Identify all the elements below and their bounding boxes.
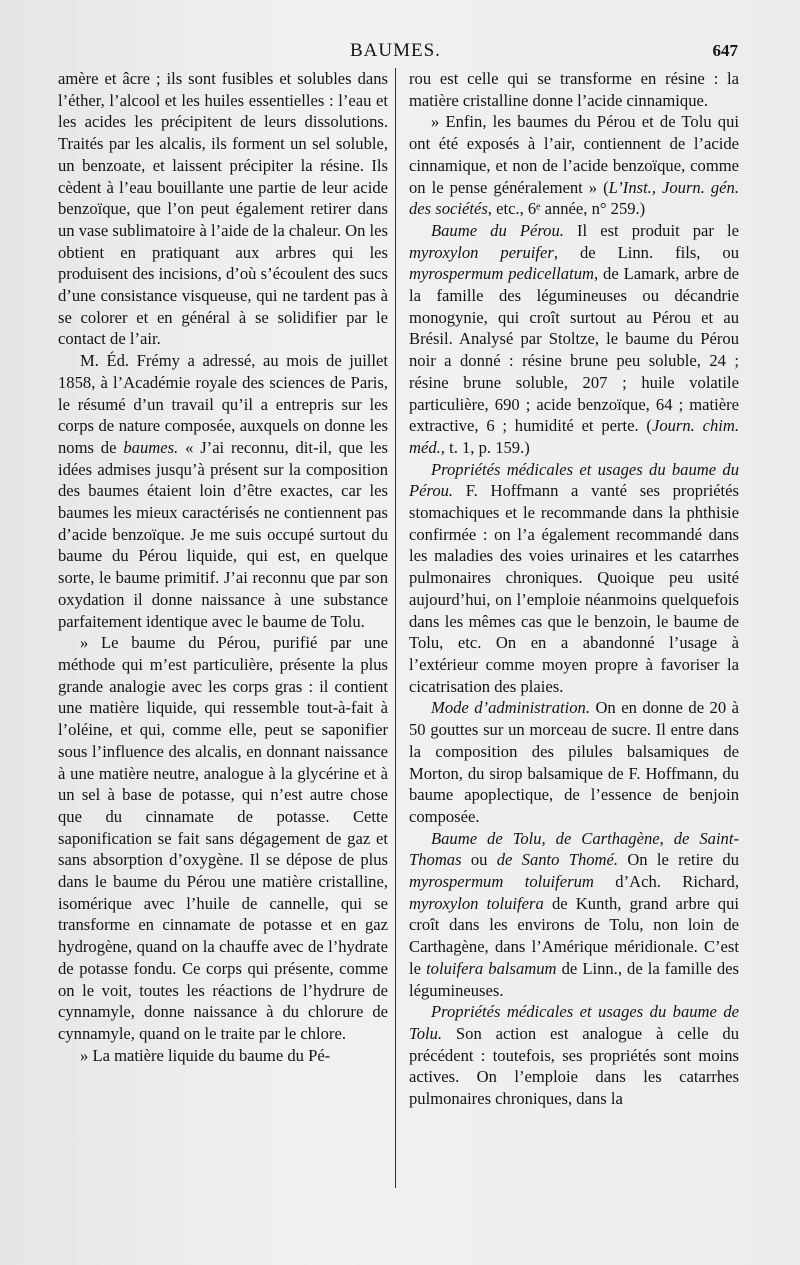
page-title: BAUMES. xyxy=(350,40,441,61)
paragraph: Baume de Tolu, de Carthagène, de Saint-Thomas ou de Santo Thomé. On le retire du myrospermum toluiferum d’Ach. Richard, myroxylon toluifera de Kunth, grand arbre qui croît dans les environs de Tolu, non loin de Carthagène, dans l’Amérique méridionale. C’est le toluifera balsamum de Linn., de la famille des légumineuses. xyxy=(409,828,740,1000)
paragraph: rou est celle qui se transforme en résine : la matière cristalline donne l’acide cinnamique. xyxy=(409,69,739,110)
right-column xyxy=(409,68,739,1110)
paragraph: M. Éd. Frémy a adressé, au mois de juillet 1858, à l’Académie royale des sciences de Paris, le résumé d’un travail qu’il a entrepris sur les corps de nature composée, auxquels on donne les noms de baumes. « J’ai reconnu, dit-il, que les idées admises jusqu’à présent sur la composition des baumes étaient loin d’être exactes, car les baumes les mieux caractérisés ne contiennent pas d’acide benzoïque. Je me suis occupé surtout du baume du Pérou liquide, qui est, en quelque sorte, le baume primitif. J’ai reconnu que par son oxydation il donne naissance à une substance parfaitement identique avec le baume de Tolu. xyxy=(58,351,388,631)
section-heading: Baume du Pérou. xyxy=(431,220,564,240)
paragraph: Propriétés médicales et usages du baume de Tolu. Son action est analogue à celle du précédent : toutefois, ses propriétés sont moins actives. On l’emploie dans les catarrhes pulmonaires chroniques, dans la xyxy=(409,1002,739,1109)
paragraph: Baume du Pérou. Il est produit par le myroxylon peruifer, de Linn. fils, ou myrospermum pedicellatum, de Lamark, arbre de la famille des légumineuses ou décandrie monogynie, qui croît surtout au Pérou et au Brésil. Analysé par Stoltze, le baume du Pérou noir a donné : résine brune peu soluble, 24 ; résine brune soluble, 207 ; huile volatile particulière, 690 ; acide benzoïque, 64 ; matière extractive, 6 ; humidité et perte. (Journ. chim. méd., t. 1, p. 159.) xyxy=(409,220,739,457)
paragraph: » Enfin, les baumes du Pérou et de Tolu qui ont été exposés à l’air, contiennent de l’acide cinnamique, et non de l’acide benzoïque, comme on le pense généralement » (L’Inst., Journ. gén. des sociétés, etc., 6ᵉ année, n° 259.) xyxy=(409,112,739,219)
section-heading: Propriétés médicales et usages du baume de Tolu. xyxy=(409,1002,739,1043)
section-heading: Propriétés médicales et usages du baume du Pérou. xyxy=(409,459,739,501)
running-head xyxy=(0,40,800,66)
paragraph: » La matière liquide du baume du Pé- xyxy=(80,1045,331,1065)
paragraph: » Le baume du Pérou, purifié par une méthode qui m’est particulière, présente la plus grande analogie avec les corps gras : il contient une matière liquide, qui ressemble tout-à-fait à l’oléine, et qui, comme elle, peut se saponifier sous l’influence des alcalis, en donnant naissance à une matière neutre, analogue à la glycérine et à un sel à base de potasse, qui n’est autre chose que du cinnamate de potasse. Cette saponification se fait sans dégagement de gaz et sans absorption d’oxygène. Il se dépose de plus dans le baume du Pérou une matière cristalline, isomérique avec l’huile de cannelle, qui se transforme en cinnamate de potasse et en gaz hydrogène, quand on la chauffe avec de l’hydrate de potasse fondu. Ce corps qui présente, comme on le voit, toutes les réactions de l’hydrure de cynnamyle, donne naissance à du chlorure de cynnamyle, quand on le traite par le chlore. xyxy=(58,633,388,1043)
paragraph: Mode d’administration. On en donne de 20 à 50 gouttes sur un morceau de sucre. Il entre dans la composition des pilules balsamiques de Morton, du sirop balsamique de F. Hoffmann, du baume apoplectique, de l’essence de benjoin composée. xyxy=(409,698,739,826)
left-column xyxy=(58,68,388,1066)
paragraph: Propriétés médicales et usages du baume du Pérou. F. Hoffmann a vanté ses propriétés stomachiques et le recommande dans la phthisie confirmée : on l’a également recommandé dans les maladies des voies urinaires et les catarrhes pulmonaires chroniques. Quoique peu usité aujourd’hui, on l’emploie néanmoins quelquefois dans les mêmes cas que le benzoin, le baume de Tolu, etc. On en a abandonné l’usage à l’extérieur comme moyen propre à favoriser la cicatrisation des plaies. xyxy=(409,459,739,696)
section-heading: Baume de Tolu, de Carthagène, de Saint-Thomas xyxy=(409,828,739,870)
section-heading: Mode d’administration. xyxy=(431,698,590,718)
page-number: 647 xyxy=(712,41,738,60)
paragraph: amère et âcre ; ils sont fusibles et solubles dans l’éther, l’alcool et les huiles essentielles : l’eau et les acides les précipitent de leurs dissolutions. Traités par les alcalis, ils forment un sel soluble, un benzoate, et laissent précipiter la résine. Ils cèdent à l’eau bouillante une partie de leur acide benzoïque, que l’on peut également retirer dans un vase sublimatoire à l’aide de la chaleur. On les obtient en pratiquant aux arbres qui les produisent des incisions, d’où s’écoulent des sucs d’une consistance visqueuse, qui ne tardent pas à se colorer et en général à se solidifier par le contact de l’air. xyxy=(58,69,388,349)
column-divider xyxy=(395,68,396,1188)
